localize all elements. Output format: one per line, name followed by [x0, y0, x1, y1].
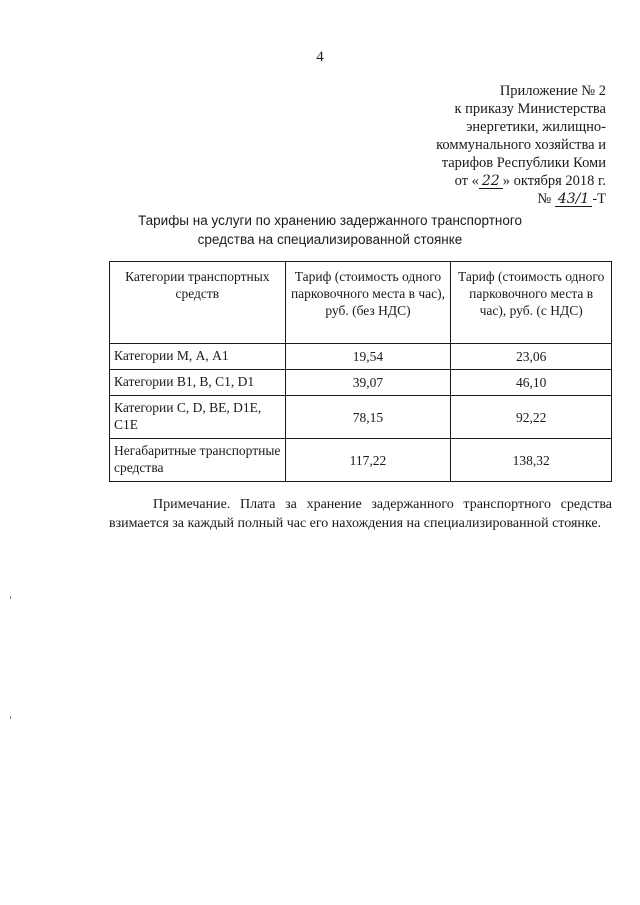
header-category: Категории транспортных средств — [110, 262, 286, 344]
row-tariff-with-vat: 138,32 — [451, 439, 612, 482]
table-header-row — [110, 262, 612, 344]
appendix-ministry-line-2: коммунального хозяйства и — [436, 137, 606, 153]
row-tariff-without-vat: 39,07 — [285, 370, 451, 396]
row-category: Категории В1, В, С1, D1 — [110, 370, 286, 396]
appendix-ministry-line-3: тарифов Республики Коми — [441, 155, 606, 171]
appendix-title: Приложение № 2 — [499, 83, 606, 99]
row-tariff-without-vat: 78,15 — [285, 396, 451, 439]
note-paragraph: Примечание. Плата за хранение задержанного транспортного средства взимается за каждый полный час его нахождения на специализированной стоянке. — [109, 497, 612, 531]
table-row — [110, 396, 612, 439]
table-row — [110, 370, 612, 396]
tariff-table — [109, 261, 612, 482]
row-category: Категории М, А, А1 — [110, 344, 286, 370]
number-prefix: № — [537, 191, 555, 207]
page-number: 4 — [316, 49, 324, 65]
row-tariff-with-vat: 46,10 — [451, 370, 612, 396]
row-tariff-with-vat: 92,22 — [451, 396, 612, 439]
appendix-order-line: к приказу Министерства — [454, 101, 606, 117]
header-tariff-without-vat: Тариф (стоимость одного парковочного места в час), руб. (без НДС) — [285, 262, 451, 344]
document-title — [100, 211, 560, 249]
table-row — [110, 439, 612, 482]
appendix-header — [346, 82, 606, 208]
number-suffix: -Т — [592, 191, 606, 207]
row-category: Негабаритные транспортные средства — [110, 439, 286, 482]
scan-margin-mark — [10, 596, 11, 599]
date-suffix: » октября 2018 г. — [502, 173, 606, 189]
date-day-handwritten: 22 — [479, 174, 503, 189]
row-tariff-without-vat: 19,54 — [285, 344, 451, 370]
order-number-handwritten: 43/1 — [555, 192, 592, 207]
appendix-order-number — [346, 190, 606, 208]
table-row — [110, 344, 612, 370]
row-tariff-with-vat: 23,06 — [451, 344, 612, 370]
appendix-ministry-line-1: энергетики, жилищно- — [466, 119, 606, 135]
date-prefix: от « — [454, 173, 479, 189]
row-category: Категории С, D, ВЕ, D1Е, С1Е — [110, 396, 286, 439]
document-title-line-1: Тарифы на услуги по хранению задержанного транспортного — [138, 213, 522, 228]
scan-margin-mark — [10, 716, 11, 719]
row-tariff-without-vat: 117,22 — [285, 439, 451, 482]
header-tariff-with-vat: Тариф (стоимость одного парковочного места в час), руб. (с НДС) — [451, 262, 612, 344]
appendix-date — [346, 172, 606, 190]
document-title-line-2: средства на специализированной стоянке — [197, 232, 463, 247]
